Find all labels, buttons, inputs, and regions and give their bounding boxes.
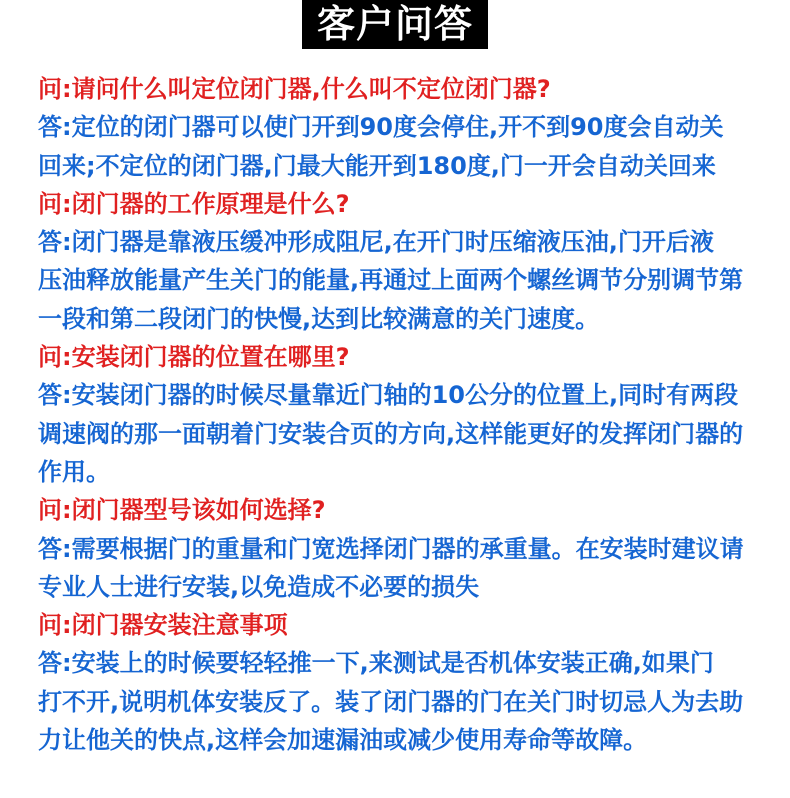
qa-question-line: 问:闭门器安装注意事项 [38,611,288,640]
header [0,0,790,49]
qa-content [0,49,790,759]
page-title-text: 客户问答 [316,2,473,46]
qa-question-line: 问:闭门器型号该如何选择? [38,496,326,525]
qa-answer-line: 力让他关的快点,这样会加速漏油或减少使用寿命等故障。 [38,726,648,755]
qa-answer-line: 答:需要根据门的重量和门宽选择闭门器的承重量。在安装时建议请 [38,534,744,563]
qa-answer-line: 答:安装闭门器的时候尽量靠近门轴的10公分的位置上,同时有两段 [38,381,739,410]
qa-answer-line: 调速阀的那一面朝着门安装合页的方向,这样能更好的发挥闭门器的 [38,419,744,448]
qa-answer-line: 答:安装上的时候要轻轻推一下,来测试是否机体安装正确,如果门 [38,649,714,678]
qa-answer-line: 作用。 [38,457,110,486]
qa-answer-line: 答:闭门器是靠液压缓冲形成阻尼,在开门时压缩液压油,门开后液 [38,228,714,257]
qa-answer-line: 答:定位的闭门器可以使门开到90度会停住,开不到90度会自动关 [38,113,724,142]
qa-answer-line: 打不开,说明机体安装反了。装了闭门器的门在关门时切忌人为去助 [38,687,744,716]
qa-question-line: 问:安装闭门器的位置在哪里? [38,343,350,372]
qa-answer-line: 专业人士进行安装,以免造成不必要的损失 [38,572,480,601]
qa-question-line: 问:请问什么叫定位闭门器,什么叫不定位闭门器? [38,75,551,103]
page-title [302,0,488,49]
qa-answer-line: 压油释放能量产生关门的能量,再通过上面两个螺丝调节分别调节第 [38,266,744,295]
qa-answer-line: 回来;不定位的闭门器,门最大能开到180度,门一开会自动关回来 [38,151,716,180]
qa-answer-line: 一段和第二段闭门的快慢,达到比较满意的关门速度。 [38,304,600,333]
qa-question-line: 问:闭门器的工作原理是什么? [38,189,350,218]
